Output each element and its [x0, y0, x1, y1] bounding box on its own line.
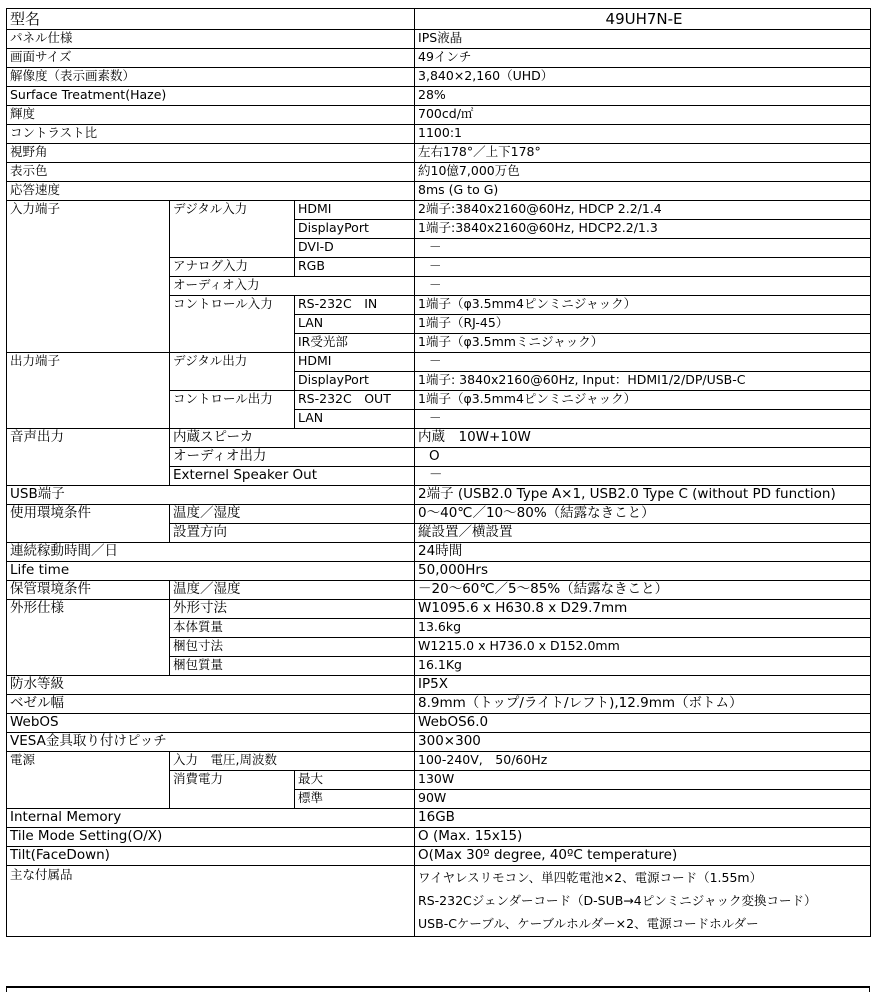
power-input-value: 100-240V, 50/60Hz	[415, 752, 871, 771]
power-std-value: 90W	[415, 790, 871, 809]
row-waterproof	[7, 676, 871, 695]
input-rgb-label: RGB	[295, 258, 415, 277]
accessories-line-3: USB-Cケーブル、ケーブルホルダー×2、電源コードホルダー	[418, 916, 759, 931]
lifetime-value: 50,000Hrs	[415, 562, 871, 581]
power-input-label: 入力 電圧,周波数	[170, 752, 415, 771]
continuous-label: 連続稼動時間／日	[7, 543, 415, 562]
row-tilt	[7, 847, 871, 866]
input-label: 入力端子	[7, 201, 170, 353]
webos-label: WebOS	[7, 714, 415, 733]
vesa-label: VESA金具取り付けピッチ	[7, 733, 415, 752]
memory-label: Internal Memory	[7, 809, 415, 828]
waterproof-value: IP5X	[415, 676, 871, 695]
exterior-weight-label: 本体質量	[170, 619, 415, 638]
response-label: 応答速度	[7, 182, 415, 201]
brightness-label: 輝度	[7, 106, 415, 125]
row-colors	[7, 163, 871, 182]
output-digital-label: デジタル出力	[170, 353, 295, 391]
audio-out-label: 音声出力	[7, 429, 170, 486]
row-contrast	[7, 125, 871, 144]
row-webos	[7, 714, 871, 733]
exterior-pack-dims-label: 梱包寸法	[170, 638, 415, 657]
input-audio-label: オーディオ入力	[170, 277, 415, 296]
row-resolution	[7, 68, 871, 87]
row-surface	[7, 87, 871, 106]
storage-temp-value: －20～60℃／5～85%（結露なきこと）	[415, 581, 871, 600]
power-std-label: 標準	[295, 790, 415, 809]
input-dvi-value: －	[415, 239, 871, 258]
row-power-input	[7, 752, 871, 771]
input-rgb-value: －	[415, 258, 871, 277]
row-tile	[7, 828, 871, 847]
input-ir-label: IR受光部	[295, 334, 415, 353]
row-exterior-dims	[7, 600, 871, 619]
row-response	[7, 182, 871, 201]
table-continuation	[6, 986, 870, 992]
row-model	[7, 9, 871, 30]
power-max-value: 130W	[415, 771, 871, 790]
colors-label: 表示色	[7, 163, 415, 182]
tile-value: O (Max. 15x15)	[415, 828, 871, 847]
resolution-value: 3,840×2,160（UHD）	[415, 68, 871, 87]
input-dp-label: DisplayPort	[295, 220, 415, 239]
exterior-dims-label: 外形寸法	[170, 600, 415, 619]
brightness-value: 700cd/㎡	[415, 106, 871, 125]
accessories-line-1: ワイヤレスリモコン、単四乾電池×2、電源コード（1.55m）	[418, 870, 763, 885]
row-continuous	[7, 543, 871, 562]
row-size	[7, 49, 871, 68]
panel-label: パネル仕様	[7, 30, 415, 49]
accessories-line-2: RS-232Cジェンダーコード（D-SUB→4ピンミニジャック変換コード）	[418, 893, 817, 908]
output-dp-label: DisplayPort	[295, 372, 415, 391]
memory-value: 16GB	[415, 809, 871, 828]
output-label: 出力端子	[7, 353, 170, 429]
input-digital-label: デジタル入力	[170, 201, 295, 258]
panel-value: IPS液晶	[415, 30, 871, 49]
row-input-hdmi	[7, 201, 871, 220]
row-lifetime	[7, 562, 871, 581]
storage-label: 保管環境条件	[7, 581, 170, 600]
input-lan-value: 1端子（RJ-45）	[415, 315, 871, 334]
tilt-value: O(Max 30º degree, 40ºC temperature)	[415, 847, 871, 866]
audio-out-value: O	[415, 448, 871, 467]
input-dp-value: 1端子:3840x2160@60Hz, HDCP2.2/1.3	[415, 220, 871, 239]
size-value: 49インチ	[415, 49, 871, 68]
lifetime-label: Life time	[7, 562, 415, 581]
storage-temp-label: 温度／湿度	[170, 581, 415, 600]
vesa-value: 300×300	[415, 733, 871, 752]
input-rs232-value: 1端子（φ3.5mm4ピンミニジャック）	[415, 296, 871, 315]
audio-external-value: －	[415, 467, 871, 486]
output-hdmi-value: －	[415, 353, 871, 372]
exterior-pack-weight-value: 16.1Kg	[415, 657, 871, 676]
row-panel	[7, 30, 871, 49]
bezel-value: 8.9mm（トップ/ライト/レフト),12.9mm（ボトム）	[415, 695, 871, 714]
viewing-label: 視野角	[7, 144, 415, 163]
usb-value: 2端子 (USB2.0 Type A×1, USB2.0 Type C (without PD function)	[415, 486, 871, 505]
power-consumption-label: 消費電力	[170, 771, 295, 809]
size-label: 画面サイズ	[7, 49, 415, 68]
exterior-weight-value: 13.6kg	[415, 619, 871, 638]
row-brightness	[7, 106, 871, 125]
model-value: 49UH7N-E	[415, 9, 871, 30]
webos-value: WebOS6.0	[415, 714, 871, 733]
env-orient-value: 縦設置／横設置	[415, 524, 871, 543]
output-rs232-value: 1端子（φ3.5mm4ピンミニジャック）	[415, 391, 871, 410]
surface-value: 28%	[415, 87, 871, 106]
audio-out-sub-label: オーディオ出力	[170, 448, 415, 467]
input-control-label: コントロール入力	[170, 296, 295, 353]
accessories-value	[415, 866, 871, 937]
row-audio-speaker	[7, 429, 871, 448]
resolution-label: 解像度（表示画素数）	[7, 68, 415, 87]
exterior-label: 外形仕様	[7, 600, 170, 676]
accessories-label: 主な付属品	[7, 866, 415, 937]
row-memory	[7, 809, 871, 828]
response-value: 8ms (G to G)	[415, 182, 871, 201]
output-control-label: コントロール出力	[170, 391, 295, 429]
output-lan-label: LAN	[295, 410, 415, 429]
output-lan-value: －	[415, 410, 871, 429]
row-viewing	[7, 144, 871, 163]
input-rs232-label: RS-232C IN	[295, 296, 415, 315]
output-rs232-label: RS-232C OUT	[295, 391, 415, 410]
input-hdmi-value: 2端子:3840x2160@60Hz, HDCP 2.2/1.4	[415, 201, 871, 220]
exterior-pack-dims-value: W1215.0 x H736.0 x D152.0mm	[415, 638, 871, 657]
power-max-label: 最大	[295, 771, 415, 790]
viewing-value: 左右178°／上下178°	[415, 144, 871, 163]
output-dp-value: 1端子: 3840x2160@60Hz, Input：HDMI1/2/DP/USB-C	[415, 372, 871, 391]
env-label: 使用環境条件	[7, 505, 170, 543]
exterior-dims-value: W1095.6 x H630.8 x D29.7mm	[415, 600, 871, 619]
row-vesa	[7, 733, 871, 752]
row-output-hdmi	[7, 353, 871, 372]
surface-label: Surface Treatment(Haze)	[7, 87, 415, 106]
audio-external-label: Externel Speaker Out	[170, 467, 415, 486]
model-label: 型名	[7, 9, 415, 30]
tile-label: Tile Mode Setting(O/X)	[7, 828, 415, 847]
input-analog-label: アナログ入力	[170, 258, 295, 277]
input-lan-label: LAN	[295, 315, 415, 334]
usb-label: USB端子	[7, 486, 415, 505]
input-audio-value: －	[415, 277, 871, 296]
waterproof-label: 防水等級	[7, 676, 415, 695]
contrast-label: コントラスト比	[7, 125, 415, 144]
audio-speaker-value: 内蔵 10W+10W	[415, 429, 871, 448]
row-accessories	[7, 866, 871, 937]
row-storage	[7, 581, 871, 600]
audio-speaker-label: 内蔵スピーカ	[170, 429, 415, 448]
env-temp-value: 0～40℃／10～80%（結露なきこと）	[415, 505, 871, 524]
power-label: 電源	[7, 752, 170, 809]
row-env-temp	[7, 505, 871, 524]
tilt-label: Tilt(FaceDown)	[7, 847, 415, 866]
output-hdmi-label: HDMI	[295, 353, 415, 372]
input-ir-value: 1端子（φ3.5mmミニジャック）	[415, 334, 871, 353]
contrast-value: 1100:1	[415, 125, 871, 144]
bezel-label: ベゼル幅	[7, 695, 415, 714]
colors-value: 約10億7,000万色	[415, 163, 871, 182]
spec-table	[6, 8, 871, 937]
env-temp-label: 温度／湿度	[170, 505, 415, 524]
row-bezel	[7, 695, 871, 714]
exterior-pack-weight-label: 梱包質量	[170, 657, 415, 676]
env-orient-label: 設置方向	[170, 524, 415, 543]
input-dvi-label: DVI-D	[295, 239, 415, 258]
input-hdmi-label: HDMI	[295, 201, 415, 220]
row-usb	[7, 486, 871, 505]
continuous-value: 24時間	[415, 543, 871, 562]
